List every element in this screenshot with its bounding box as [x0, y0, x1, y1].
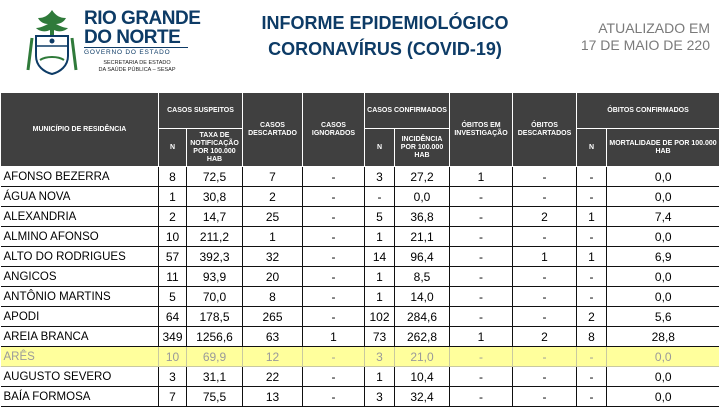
value-cell: 64	[159, 307, 187, 327]
col-confirmados-n: N	[365, 129, 395, 167]
update-date-line2: 17 DE MAIO DE 220	[580, 37, 710, 53]
value-cell: -	[513, 167, 577, 187]
value-cell: 14	[365, 247, 395, 267]
col-obitos-investigacao: ÓBITOS EM INVESTIGAÇÃO	[450, 93, 513, 167]
value-cell: -	[577, 287, 607, 307]
value-cell: 3	[365, 387, 395, 407]
table-row	[1, 167, 719, 187]
value-cell: 69,9	[187, 347, 243, 367]
value-cell: 0,0	[607, 187, 719, 207]
value-cell: -	[450, 227, 513, 247]
value-cell: -	[303, 167, 365, 187]
logo-title-line1: RIO GRANDE	[84, 8, 201, 29]
table-row	[1, 387, 719, 407]
municipio-cell: BAÍA FORMOSA	[1, 387, 159, 407]
col-ignorados: CASOS IGNORADOS	[303, 93, 365, 167]
value-cell: 0,0	[395, 187, 450, 207]
value-cell: 14,0	[395, 287, 450, 307]
logo-secretariat-line1: SECRETARIA DE ESTADO	[103, 60, 171, 66]
value-cell: 25	[243, 207, 303, 227]
value-cell: 2	[513, 327, 577, 347]
value-cell: -	[303, 367, 365, 387]
value-cell: 11	[159, 267, 187, 287]
value-cell: 1	[365, 267, 395, 287]
value-cell: 1	[513, 247, 577, 267]
value-cell: -	[513, 367, 577, 387]
value-cell: 27,2	[395, 167, 450, 187]
value-cell: 1	[365, 287, 395, 307]
table-body	[1, 167, 719, 407]
value-cell: 31,1	[187, 367, 243, 387]
value-cell: 0,0	[607, 347, 719, 367]
value-cell: 0,0	[607, 167, 719, 187]
value-cell: -	[577, 387, 607, 407]
value-cell: 8	[577, 327, 607, 347]
value-cell: 14,7	[187, 207, 243, 227]
value-cell: 1	[159, 187, 187, 207]
table-row	[1, 227, 719, 247]
value-cell: 0,0	[607, 227, 719, 247]
value-cell: 349	[159, 327, 187, 347]
municipio-cell: ALEXANDRIA	[1, 207, 159, 227]
municipio-cell: AREIA BRANCA	[1, 327, 159, 347]
value-cell: -	[450, 287, 513, 307]
value-cell: -	[365, 187, 395, 207]
value-cell: 20	[243, 267, 303, 287]
value-cell: 22	[243, 367, 303, 387]
value-cell: 8	[159, 167, 187, 187]
value-cell: -	[303, 187, 365, 207]
value-cell: 5	[159, 287, 187, 307]
value-cell: 70,0	[187, 287, 243, 307]
municipio-cell: ARÊS	[1, 347, 159, 367]
value-cell: 28,8	[607, 327, 719, 347]
value-cell: 3	[365, 347, 395, 367]
report-header	[0, 0, 719, 92]
col-obitos-descartados: ÓBITOS DESCARTADOS	[513, 93, 577, 167]
table-row	[1, 207, 719, 227]
col-incidencia: INCIDÊNCIA POR 100.000 HAB	[395, 129, 450, 167]
municipio-cell: ALMINO AFONSO	[1, 227, 159, 247]
col-confirmados: CASOS CONFIRMADOS	[365, 93, 450, 129]
municipio-cell: AFONSO BEZERRA	[1, 167, 159, 187]
table-row	[1, 327, 719, 347]
value-cell: -	[303, 387, 365, 407]
value-cell: -	[513, 287, 577, 307]
value-cell: 73	[365, 327, 395, 347]
value-cell: 178,5	[187, 307, 243, 327]
state-logo	[22, 4, 212, 86]
value-cell: 0,0	[607, 267, 719, 287]
value-cell: -	[577, 347, 607, 367]
value-cell: 8,5	[395, 267, 450, 287]
report-title	[240, 10, 530, 62]
municipio-cell: ÁGUA NOVA	[1, 187, 159, 207]
value-cell: -	[450, 347, 513, 367]
value-cell: 30,8	[187, 187, 243, 207]
value-cell: 21,1	[395, 227, 450, 247]
value-cell: 8	[243, 287, 303, 307]
municipio-cell: ANGICOS	[1, 267, 159, 287]
update-date-line1: ATUALIZADO EM	[598, 20, 710, 36]
value-cell: -	[303, 287, 365, 307]
value-cell: 265	[243, 307, 303, 327]
value-cell: 10	[159, 347, 187, 367]
value-cell: 7	[243, 167, 303, 187]
logo-gov-text: GOVERNO DO ESTADO	[84, 47, 188, 56]
value-cell: -	[513, 187, 577, 207]
state-coat-of-arms-icon	[26, 6, 78, 76]
value-cell: 57	[159, 247, 187, 267]
value-cell: -	[577, 167, 607, 187]
value-cell: 21,0	[395, 347, 450, 367]
value-cell: 2	[577, 307, 607, 327]
col-suspeitos-n: N	[159, 129, 187, 167]
value-cell: 1	[303, 327, 365, 347]
value-cell: -	[450, 187, 513, 207]
value-cell: 13	[243, 387, 303, 407]
table-row	[1, 367, 719, 387]
col-obitos-confirmados: ÓBITOS CONFIRMADOS	[577, 93, 719, 129]
col-municipio: MUNICÍPIO DE RESIDÊNCIA	[1, 93, 159, 167]
value-cell: 0,0	[607, 387, 719, 407]
value-cell: 75,5	[187, 387, 243, 407]
value-cell: 72,5	[187, 167, 243, 187]
value-cell: 1	[577, 247, 607, 267]
municipio-cell: ALTO DO RODRIGUES	[1, 247, 159, 267]
value-cell: -	[303, 227, 365, 247]
value-cell: 284,6	[395, 307, 450, 327]
value-cell: 262,8	[395, 327, 450, 347]
value-cell: -	[303, 347, 365, 367]
value-cell: 2	[243, 187, 303, 207]
value-cell: 2	[513, 207, 577, 227]
value-cell: 10	[159, 227, 187, 247]
value-cell: 1	[450, 327, 513, 347]
value-cell: -	[577, 267, 607, 287]
value-cell: 1	[243, 227, 303, 247]
col-descartados: CASOS DESCARTADO	[243, 93, 303, 167]
col-mortalidade: MORTALIDADE DE POR 100.000 HAB	[607, 129, 719, 167]
update-date	[560, 20, 710, 54]
col-taxa-notificacao: TAXA DE NOTIFICAÇÃO POR 100.000 HAB	[187, 129, 243, 167]
value-cell: -	[577, 187, 607, 207]
value-cell: 0,0	[607, 367, 719, 387]
value-cell: -	[513, 387, 577, 407]
value-cell: 36,8	[395, 207, 450, 227]
value-cell: 10,4	[395, 367, 450, 387]
table-row	[1, 287, 719, 307]
value-cell: 5	[365, 207, 395, 227]
value-cell: 1	[450, 167, 513, 187]
municipio-cell: APODI	[1, 307, 159, 327]
value-cell: 3	[159, 367, 187, 387]
municipio-cell: AUGUSTO SEVERO	[1, 367, 159, 387]
value-cell: 1	[365, 227, 395, 247]
table-row	[1, 247, 719, 267]
value-cell: -	[450, 367, 513, 387]
value-cell: 102	[365, 307, 395, 327]
value-cell: 12	[243, 347, 303, 367]
logo-secretariat-line2: DA SAÚDE PÚBLICA – SESAP	[98, 67, 176, 73]
value-cell: 0,0	[607, 287, 719, 307]
value-cell: -	[513, 227, 577, 247]
value-cell: 5,6	[607, 307, 719, 327]
col-obitos-n: N	[577, 129, 607, 167]
value-cell: 3	[365, 167, 395, 187]
value-cell: 32	[243, 247, 303, 267]
table-row	[1, 267, 719, 287]
table-row	[1, 307, 719, 327]
value-cell: -	[450, 267, 513, 287]
value-cell: -	[450, 307, 513, 327]
value-cell: 1	[577, 207, 607, 227]
epidemiological-table	[0, 92, 719, 407]
value-cell: 2	[159, 207, 187, 227]
value-cell: 7	[159, 387, 187, 407]
value-cell: 1	[365, 367, 395, 387]
value-cell: -	[577, 367, 607, 387]
value-cell: 7,4	[607, 207, 719, 227]
value-cell: -	[450, 207, 513, 227]
value-cell: 96,4	[395, 247, 450, 267]
logo-title-line2: DO NORTE	[84, 27, 181, 48]
value-cell: -	[303, 207, 365, 227]
municipio-cell: ANTÔNIO MARTINS	[1, 287, 159, 307]
value-cell: -	[303, 307, 365, 327]
value-cell: 32,4	[395, 387, 450, 407]
value-cell: -	[450, 387, 513, 407]
value-cell: -	[513, 307, 577, 327]
value-cell: 1256,6	[187, 327, 243, 347]
value-cell: 6,9	[607, 247, 719, 267]
value-cell: -	[513, 267, 577, 287]
value-cell: 392,3	[187, 247, 243, 267]
value-cell: -	[577, 227, 607, 247]
value-cell: -	[303, 267, 365, 287]
value-cell: -	[303, 247, 365, 267]
report-title-line2: CORONAVÍRUS (COVID-19)	[268, 39, 502, 59]
table-row	[1, 347, 719, 367]
value-cell: 211,2	[187, 227, 243, 247]
value-cell: -	[513, 347, 577, 367]
value-cell: -	[450, 247, 513, 267]
table-row	[1, 187, 719, 207]
col-suspeitos: CASOS SUSPEITOS	[159, 93, 243, 129]
value-cell: 93,9	[187, 267, 243, 287]
value-cell: 63	[243, 327, 303, 347]
report-title-line1: INFORME EPIDEMIOLÓGICO	[261, 13, 509, 33]
